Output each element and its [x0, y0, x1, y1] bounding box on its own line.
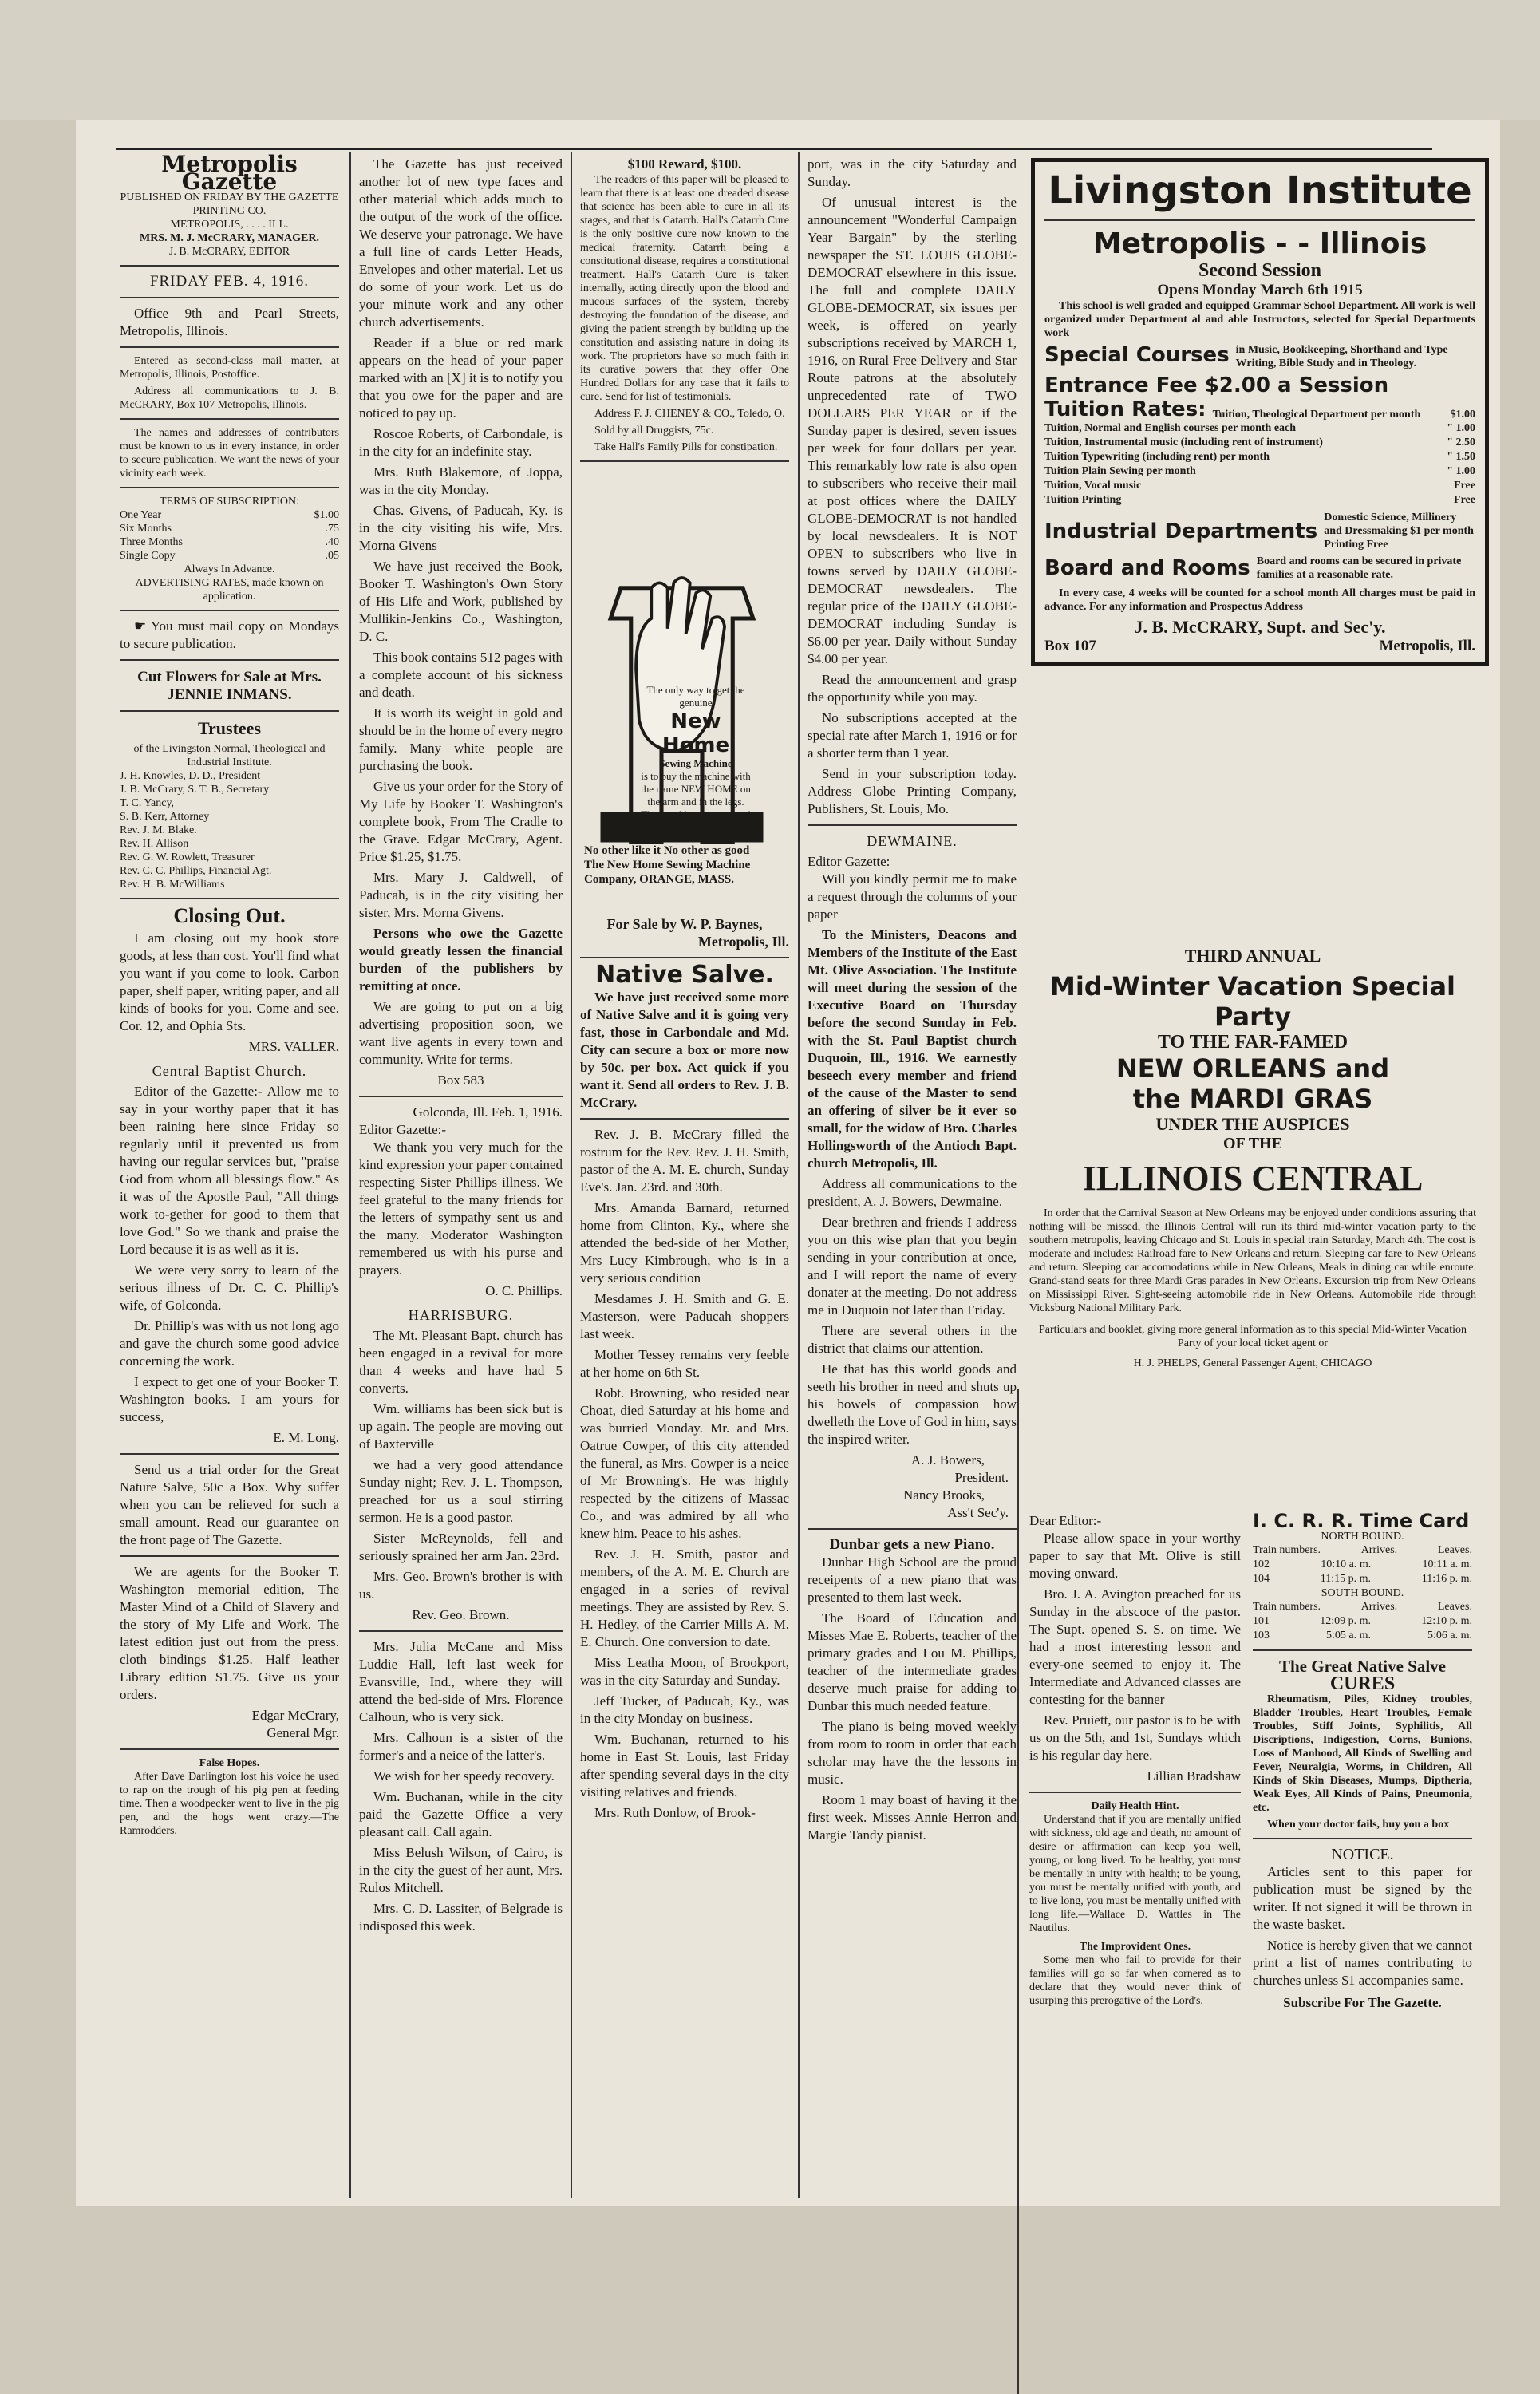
trustee-item: J. B. McCrary, S. T. B., Secretary: [120, 784, 270, 796]
institute-session: Second Session: [1198, 260, 1322, 281]
divider: [120, 610, 339, 611]
rate-label: Tuition, Vocal music: [1044, 480, 1142, 492]
letter-text: Dear brethren and friends I address you on this wise plan that you begin sending in your contribution at once, and I will report the name of every donater at the meeting. Do not address me in Duquoin not later than Friday.: [808, 1215, 1017, 1317]
article-text: Roscoe Roberts, of Carbondale, is in the city for an indefinite stay.: [359, 426, 563, 459]
article-text: Chas. Givens, of Paducah, Ky. is in the city visiting his wife, Mrs. Morna Givens: [359, 503, 563, 553]
cures-heading-2: CURES: [1329, 1673, 1396, 1694]
masthead-manager: MRS. M. J. McCRARY, MANAGER.: [140, 232, 319, 244]
notice-text: Notice is hereby given that we cannot print a list of names contributing to churches unless $1 accompanies same.: [1253, 1938, 1472, 1988]
letter-salutation: Dear Editor:-: [1029, 1513, 1102, 1528]
church-text: We were very sorry to learn of the serious illness of Dr. C. C. Phillip's wife, of Golconda.: [120, 1262, 339, 1313]
divider: [120, 659, 339, 661]
article-text: Mrs. C. D. Lassiter, of Belgrade is indisposed this week.: [359, 1901, 563, 1934]
entrance-fee: Entrance Fee $2.00 a Session: [1044, 373, 1389, 397]
icrr-cell: 12:10 p. m.: [1421, 1615, 1472, 1627]
trustee-item: T. C. Yancy,: [120, 797, 175, 809]
rate-price: " 1.00: [1447, 465, 1475, 477]
address-notice: Address all communications to J. B. McCRARY, Box 107 Metropolis, Illinois.: [120, 385, 339, 411]
divider: [120, 346, 339, 348]
masthead-title: Metropolis Gazette: [161, 151, 298, 195]
column-rule: [349, 152, 351, 2198]
terms-label: Single Copy: [120, 550, 176, 562]
divider: [808, 824, 1017, 826]
article-text: Mesdames J. H. Smith and G. E. Masterson, were Paducah shoppers last week.: [580, 1291, 789, 1341]
terms-price: $1.00: [314, 509, 339, 521]
cures-doctor: When your doctor fails, buy you a box: [1267, 1819, 1450, 1831]
institute-desc: This school is well graded and equipped Grammar School Department. All work is well organized under Department al and able Instructors, selected for Special Departments work: [1044, 300, 1475, 339]
divider: [120, 710, 339, 712]
icrr-header: Leaves.: [1437, 1544, 1472, 1556]
letter-text: We thank you very much for the kind expression your paper contained respecting Sister Phillips illness. We feel grateful to the many friends for the letters of sympathy sent us and the many. Moderator Washington remembered us with his purse and prayers.: [359, 1140, 563, 1278]
scan-margin: [0, 0, 1540, 120]
rate-label: Tuition Typewriting (including rent) per month: [1044, 451, 1270, 463]
divider: [1253, 1838, 1472, 1839]
industrial-label: Industrial Departments: [1044, 519, 1318, 543]
divider: [580, 957, 789, 958]
institute-opens: Opens Monday March 6th 1915: [1157, 282, 1363, 298]
column-6: [1253, 1512, 1472, 2012]
icrr-cell: 102: [1253, 1558, 1270, 1570]
article-text: Robt. Browning, who resided near Choat, died Saturday at his home and was burried Monday. Mr. and Mrs. Oatrue Cowper, of this city attended the funeral, as Mrs. Cowper is a neice of Mr Browning's. He was highly respected by the citizens of Massac Co., and was admired by all who knew him. Peace to his ashes.: [580, 1385, 789, 1541]
divider: [359, 1630, 563, 1632]
ad-noother: No other like it No other as good: [584, 844, 750, 857]
article-text: It is worth its weight in gold and should be in the home of every negro family. Many white people are purchasing the book.: [359, 705, 563, 773]
icrr-cell: 12:09 p. m.: [1320, 1615, 1371, 1627]
agents-title: General Mgr.: [267, 1725, 339, 1740]
salve-notice: Send us a trial order for the Great Nature Salve, 50c a Box. Why suffer when you can be relieved for such a small amount. Read our guarantee on the front page of The Gazette.: [120, 1462, 339, 1547]
terms-price: .75: [325, 523, 339, 535]
ad-machine: Sewing Machine: [659, 757, 732, 769]
icrr-header: Leaves.: [1437, 1601, 1472, 1613]
rate-price: " 1.00: [1447, 422, 1475, 434]
article-text: Room 1 may boast of having it the first week. Misses Annie Herron and Margie Tandy pianist.: [808, 1792, 1017, 1843]
trustee-item: Rev. C. C. Phillips, Financial Agt.: [120, 865, 272, 877]
trustee-item: Rev. J. M. Blake.: [120, 824, 197, 836]
divider: [1253, 1649, 1472, 1651]
icrr-cell: 5:05 a. m.: [1326, 1630, 1371, 1641]
rate-row: [1044, 421, 1475, 436]
column-5: [1029, 1512, 1241, 2011]
divider: [120, 297, 339, 298]
terms-row: [120, 535, 339, 549]
masthead-place: METROPOLIS, . . . . ILL.: [170, 219, 289, 231]
trustees-heading: Trustees: [197, 718, 262, 738]
reward-sold: Sold by all Druggists, 75c.: [594, 425, 714, 437]
article-text: The piano is being moved weekly from room to room in order that each scholar may have the the lessons in music.: [808, 1719, 1017, 1787]
article-text: Rev. J. H. Smith, pastor and members, of the A. M. E. Church are engaged in a series of revival meetings. They are assisted by Rev. S. H. Hedley, of the Carrier Mills A. M. E. Church. One conversion to date.: [580, 1547, 789, 1649]
icrr-row: [1253, 1614, 1472, 1629]
icrr-south: SOUTH BOUND.: [1321, 1587, 1404, 1599]
terms-label: Three Months: [120, 536, 183, 548]
masthead-editor: J. B. McCRARY, EDITOR: [168, 246, 290, 258]
closing-heading: Closing Out.: [173, 904, 286, 927]
divider: [1044, 219, 1475, 221]
column-3: [580, 156, 789, 1825]
signature: Nancy Brooks,: [903, 1487, 985, 1503]
column-rule: [571, 152, 572, 2198]
trustee-item: S. B. Kerr, Attorney: [120, 811, 210, 823]
cures-text: Rheumatism, Piles, Kidney troubles, Bladder Troubles, Heart Troubles, Female Troubles, Stiff Joints, Syphilitis, All Discriptions, Indigestion, Corns, Bunions, Loss of Manhood, All Kinds of Swelling and Fever, Neuralgia, Worms, in Children, All Kinds of Skin Diseases, Mumps, Diptheria, Weak Eyes, All Kinds of Pains, Pneumonia, etc.: [1253, 1693, 1472, 1814]
icrr-header: Train numbers.: [1253, 1544, 1321, 1556]
icrr-cell: 101: [1253, 1615, 1270, 1627]
ic-body: In order that the Carnival Season at New Orleans may be enjoyed under conditions assuring that nothing will be missed, the Illinois Central will run its third mid-winter vacation party to the southern metropolis, leaving Chicago and St. Louis in special train Saturday, March 4th. The cost is moderate and includes: Railroad fare to New Orleans and return. Sleeping car fare to New Orleans and return. Sleeping car accomodations while in New Orleans, Meals in dining car while enroute. Grand-stand seats for three Mardi Gras parades in New Orleans. Excursion trip from New Orleans on Mississippi River. Sight-seeing automobile ride in New Orleans. Automobile ride through Vicksburg National Military Park.: [1029, 1207, 1476, 1314]
icrr-header-row: [1253, 1543, 1472, 1558]
rate-price: Free: [1454, 494, 1475, 506]
article-text: Mrs. Amanda Barnard, returned home from Clinton, Ky., where she attended the bed-side of her Mother, Mrs Lucy Kimbrough, who is in a very serious condition: [580, 1200, 789, 1286]
signature-title: Ass't Sec'y.: [947, 1505, 1009, 1520]
institute-box: Box 107: [1044, 638, 1096, 654]
ic-particulars: Particulars and booklet, giving more general information as to this special Mid-Winter Vacation Party of your local ticket agent or: [1038, 1324, 1467, 1349]
rate-label: Tuition Plain Sewing per month: [1044, 465, 1196, 477]
letter-text: To the Ministers, Deacons and Members of the Institute of the East Mt. Olive Association. The Institute will meet during the session of the Executive Board on Thursday before the second Sunday in Feb. with the St. Paul Baptist church Duquoin, Ill., 1916. We earnestly beseech every member and friend of the cause of the Master to send an offering of silver be it ever so small, for the widow of Bro. Charles Hollingsworth of the Antioch Bapt. church Metropolis, Ill.: [808, 927, 1017, 1171]
terms-advance: Always In Advance.: [184, 563, 275, 575]
ic-line: TO THE FAR-FAMED: [1157, 1032, 1348, 1053]
illinois-central-ad: [1029, 946, 1476, 1373]
letter-signature: O. C. Phillips.: [485, 1283, 563, 1298]
article-text: Mrs. Geo. Brown's brother is with us.: [359, 1569, 563, 1602]
icrr-row: [1253, 1558, 1472, 1572]
rate-price: " 2.50: [1447, 437, 1475, 448]
article-text: Mrs. Ruth Donlow, of Brook-: [594, 1805, 756, 1820]
signature-title: President.: [954, 1470, 1009, 1485]
terms-row: [120, 549, 339, 563]
agents-notice: We are agents for the Booker T. Washington memorial edition, The Master Mind of a Child of Slavery and the story of My Life and Work. The latest edition just out from the press. cloth bindings $1.25. Half leather Library edition $1.75. Give us your orders.: [120, 1564, 339, 1702]
icrr-cell: 103: [1253, 1630, 1270, 1641]
article-text: Wm. Buchanan, returned to his home in East St. Louis, last Friday after spending several days in the city visiting relatives and friends.: [580, 1732, 789, 1799]
icrr-south-table: [1253, 1600, 1472, 1643]
terms-table: [120, 508, 339, 563]
icrr-cell: 11:16 p. m.: [1421, 1573, 1472, 1585]
dunbar-heading: Dunbar gets a new Piano.: [829, 1536, 995, 1553]
article-text: Give us your order for the Story of My Life by Booker T. Washington's complete book, From The Cradle to the Grave. Edgar McCrary, Agent. Price $1.25, $1.75.: [359, 779, 563, 864]
icrr-row: [1253, 1572, 1472, 1586]
supt-name: J. B. McCRARY, Supt. and Sec'y.: [1134, 617, 1386, 637]
trustees-list: [120, 769, 339, 891]
icrr-title: I. C. R. R. Time Card: [1253, 1510, 1470, 1532]
terms-row: [120, 522, 339, 535]
tuition-first: Tuition, Theological Department per month: [1212, 409, 1421, 421]
letter-text: He that has this world goods and seeth his brother in need and shuts up his bowels of compassion how dwelleth the Love of God in him, says the inspired writer.: [808, 1361, 1017, 1447]
letter-signature: Lillian Bradshaw: [1147, 1768, 1241, 1784]
article-text: Mrs. Julia McCane and Miss Luddie Hall, left last week for Evansville, Ind., where they will attend the bed-side of Mrs. Florence Calhoun, who is very sick.: [359, 1639, 563, 1724]
divider: [120, 1748, 339, 1750]
reward-pills: Take Hall's Family Pills for constipation.: [594, 441, 778, 453]
ic-agent: H. J. PHELPS, General Passenger Agent, CHICAGO: [1133, 1357, 1372, 1369]
divider: [580, 1118, 789, 1120]
letter-salutation: Editor Gazette:: [808, 854, 890, 869]
article-text: Mrs. Ruth Blakemore, of Joppa, was in the city Monday.: [359, 464, 563, 497]
letter-text: Will you kindly permit me to make a request through the columns of your paper: [808, 871, 1017, 922]
flowers-ad: Cut Flowers for Sale at Mrs. JENNIE INMANS.: [137, 669, 322, 703]
ad-brand: New Home: [661, 709, 730, 757]
letter-dateline: Golconda, Ill. Feb. 1, 1916.: [413, 1104, 563, 1120]
closing-signature: MRS. VALLER.: [248, 1039, 339, 1054]
article-text: Mrs. Calhoun is a sister of the former's and a neice of the latter's.: [359, 1730, 563, 1763]
terms-price: .40: [325, 536, 339, 548]
rate-price: Free: [1454, 480, 1475, 492]
trustee-item: J. H. Knowles, D. D., President: [120, 770, 261, 782]
article-text: Persons who owe the Gazette would greatly lessen the financial burden of the publishers by remitting at once.: [359, 926, 563, 994]
terms-label: Six Months: [120, 523, 172, 535]
icrr-header-row: [1253, 1600, 1472, 1614]
column-4: [808, 156, 1017, 1847]
improvident-heading: The Improvident Ones.: [1079, 1941, 1191, 1953]
rate-label: Tuition, Normal and English courses per month each: [1044, 422, 1297, 434]
terms-heading: TERMS OF SUBSCRIPTION:: [159, 496, 300, 508]
church-heading: Central Baptist Church.: [152, 1063, 307, 1079]
subscribe-line: Subscribe For The Gazette.: [1283, 1995, 1442, 2010]
globe-democrat-text: Of unusual interest is the announcement "Wonderful Campaign Year Bargain" by the sterling newspaper the ST. LOUIS GLOBE-DEMOCRAT elsewhere in this issue. The full and complete DAILY GLOBE-DEMOCRAT, six issues per week, is offered on yearly subscriptions received by MARCH 1, 1916, on Rural Free Delivery and Star Route patrons at the absolutely unprecedented rate of TWO DOLLARS PER YEAR or if the Sunday paper is desired, seven issues per week for four dollars per year. This remarkably low rate is also open to subscribers who receive their mail at post offices where the DAILY GLOBE-DEMOCRAT is not handled by local newsdealers. It is NOT OPEN to subscribers who live in towns served by DAILY GLOBE-DEMOCRAT newsdealers. The regular price of the DAILY GLOBE-DEMOCRAT including Sunday is $6.00 per year. Daily without Sunday $4.00 per year.: [808, 195, 1017, 666]
rate-row: [1044, 479, 1475, 493]
false-hopes-text: After Dave Darlington lost his voice he used to rap on the trough of his pig pen at feeding time. Then a woodpecker went to live in the pig pen, and the hogs went crazy.—The Ramrodders.: [120, 1771, 339, 1837]
trustee-item: Rev. G. W. Rowlett, Treasurer: [120, 851, 255, 863]
divider: [359, 1096, 563, 1097]
letter-text: There are several others in the district that claims our attention.: [808, 1323, 1017, 1356]
letter-text: Bro. J. A. Avington preached for us Sunday in the abscoce of the pastor. The Supt. opened S. S. on time. We had a most interesting lesson and every-one seemed to enjoy it. The Intermediate and Advanced classes are contesting for the banner: [1029, 1586, 1241, 1707]
issue-date: FRIDAY FEB. 4, 1916.: [149, 273, 310, 290]
notice-text: Articles sent to this paper for publication must be signed by the writer. If not signed it will be thrown in the waste basket.: [1253, 1864, 1472, 1932]
icrr-row: [1253, 1629, 1472, 1643]
top-rule: [116, 148, 1432, 150]
divider: [580, 460, 789, 462]
rate-row: [1044, 450, 1475, 464]
article-text: we had a very good attendance Sunday night; Rev. J. L. Thompson, preached for us a soul stirring sermon. He is a good pastor.: [359, 1457, 563, 1525]
ad-company: The New Home Sewing Machine Company, ORANGE, MASS.: [584, 859, 751, 886]
health-heading: Daily Health Hint.: [1091, 1800, 1179, 1812]
institute-title: Livingston Institute: [1048, 168, 1472, 213]
cures-heading: The Great Native Salve: [1279, 1657, 1446, 1676]
pointing-hand-icon: ☛: [134, 618, 147, 634]
article-text: This book contains 512 pages with a complete account of his sickness and death.: [359, 650, 563, 700]
terms-label: One Year: [120, 509, 162, 521]
divider: [120, 1555, 339, 1557]
ic-line: THIRD ANNUAL: [1184, 946, 1321, 966]
sewing-machine-ad: [580, 468, 789, 915]
contributors-notice: The names and addresses of contributors must be known to us in every instance, in order to secure publication. We want the news of your vicinity each week.: [120, 427, 339, 480]
entered-notice: Entered as second-class mail matter, at Metropolis, Illinois, Postoffice.: [120, 355, 339, 381]
dewmaine-heading: DEWMAINE.: [867, 833, 958, 849]
church-signature: E. M. Long.: [273, 1430, 339, 1445]
article-text: Dunbar High School are the proud receipents of a new piano that was presented to them last week.: [808, 1555, 1017, 1605]
article-text: Wm. williams has been sick but is up again. The people are moving out of Baxterville: [359, 1401, 563, 1452]
rate-row: [1044, 464, 1475, 479]
article-text: Rev. J. B. McCrary filled the rostrum for the Rev. Rev. J. H. Smith, pastor of the A. M. E. church, Sunday Eve's. Jan. 23rd. and 30th.: [580, 1127, 789, 1195]
letter-text: Address all communications to the president, A. J. Bowers, Dewmaine.: [808, 1176, 1017, 1209]
native-salve-heading: Native Salve.: [595, 961, 774, 989]
divider: [1029, 1792, 1241, 1793]
article-text: We are going to put on a big advertising proposition soon, we want live agents in every town and community. Write for terms.: [359, 999, 563, 1067]
signature: A. J. Bowers,: [910, 1452, 985, 1468]
article-text: Miss Belush Wilson, of Cairo, is in the city the guest of her aunt, Mrs. Rulos Mitchell.: [359, 1845, 563, 1895]
icrr-header: Arrives.: [1360, 1601, 1398, 1613]
letter-salutation: Editor Gazette:-: [359, 1122, 447, 1137]
divider: [808, 1528, 1017, 1530]
weeks-text: In every case, 4 weeks will be counted for a school month All charges must be paid in advance. For any information and Prospectus Address: [1044, 587, 1475, 613]
ad-only-text: The only way to get the genuine: [646, 684, 745, 709]
notice-heading: NOTICE.: [1331, 1846, 1394, 1863]
false-hopes-heading: False Hopes.: [199, 1757, 260, 1769]
advertising-rates: ADVERTISING RATES, made known on application.: [135, 577, 324, 602]
letter-text: Rev. Pruiett, our pastor is to be with us on the 5th, and 1st, Sundays which is his regular day here.: [1029, 1713, 1241, 1763]
institute-place: Metropolis - - Illinois: [1092, 227, 1427, 260]
ic-line: the MARDI GRAS: [1132, 1084, 1373, 1114]
trustee-item: Rev. H. Allison: [120, 838, 189, 850]
divider: [120, 1453, 339, 1455]
rate-row: [1044, 493, 1475, 508]
icrr-header: Train numbers.: [1253, 1601, 1321, 1613]
icrr-cell: 10:11 a. m.: [1422, 1558, 1472, 1570]
icrr-north: NORTH BOUND.: [1321, 1531, 1404, 1543]
divider: [120, 487, 339, 488]
rate-price: " 1.50: [1447, 451, 1475, 463]
rate-label: Tuition, Instrumental music (including rent of instrument): [1044, 437, 1323, 448]
column-2: [359, 156, 563, 1938]
article-text: Sister McReynolds, fell and seriously sprained her arm Jan. 23rd.: [359, 1531, 563, 1563]
reward-heading: $100 Reward, $100.: [627, 156, 742, 172]
column-rule: [1017, 1389, 1019, 2394]
divider: [120, 265, 339, 267]
ic-line: OF THE: [1223, 1135, 1282, 1152]
trustee-item: Rev. H. B. McWilliams: [120, 879, 225, 891]
ic-line: NEW ORLEANS and: [1116, 1053, 1390, 1084]
icrr-cell: 10:10 a. m.: [1321, 1558, 1372, 1570]
column-1: [120, 151, 339, 1841]
special-courses-text: in Music, Bookkeeping, Shorthand and Type Writing, Bible Study and in Theology.: [1235, 344, 1448, 369]
terms-row: [120, 508, 339, 522]
icrr-cell: 104: [1253, 1573, 1270, 1585]
health-text: Understand that if you are mentally unified with sickness, old age and death, no amount of desire or affirmation can keep you well, young, or long lived. To be healthy, you must be mentally in unity with health; to be young, you must be mentally unified with youth, and to live long, you must be mentally unified with long life.—Wallace D. Wattles in The Nautilus.: [1029, 1814, 1241, 1934]
icrr-north-table: [1253, 1543, 1472, 1586]
church-text: I expect to get one of your Booker T. Washington books. I am yours for success,: [120, 1374, 339, 1424]
terms-price: .05: [325, 550, 339, 562]
industrial-text: Domestic Science, Millinery and Dressmaking $1 per month Printing Free: [1324, 512, 1474, 551]
board-label: Board and Rooms: [1044, 556, 1250, 580]
article-text: Reader if a blue or red mark appears on the head of your paper marked with an [X] it is to notify you that you owe for the paper and are noticed to pay up.: [359, 335, 563, 421]
ic-line: Mid-Winter Vacation Special Party: [1049, 971, 1456, 1032]
article-text: We have just received the Book, Booker T. Washington's Own Story of His Life and Work, published by Mullikin-Jenkins Co., Washington, D. C.: [359, 559, 563, 644]
harrisburg-signature: Rev. Geo. Brown.: [412, 1607, 510, 1622]
native-salve-text: We have just received some more of Native Salve and it is going very fast, those in Carbondale and Md. City can secure a box or more now by 50c. per box. Act quick if you want it. Send all orders to Rev. J. B. McCrary.: [580, 990, 789, 1110]
article-text: The Board of Education and Misses Mae E. Roberts, teacher of the primary grades and Lou M. Phillips, teacher of the intermediate grades deserve much praise for adding to Dunbar this much needed feature.: [808, 1610, 1017, 1713]
article-text: Miss Leatha Moon, of Brookport, was in the city Saturday and Sunday.: [580, 1655, 789, 1688]
tuition-label: Tuition Rates:: [1044, 397, 1206, 421]
tuition-first-price: $1.00: [1450, 409, 1475, 421]
article-text: The Mt. Pleasant Bapt. church has been engaged in a revival for more than 4 weeks and have had 5 converts.: [359, 1328, 563, 1396]
rate-row: [1044, 436, 1475, 450]
article-text: Wm. Buchanan, while in the city paid the Gazette Office a very pleasant call. Call again.: [359, 1789, 563, 1839]
trustees-intro: of the Livingston Normal, Theological and Industrial Institute.: [133, 743, 326, 768]
letter-text: Please allow space in your worthy paper to say that Mt. Olive is still moving onward.: [1029, 1531, 1241, 1581]
ic-title: ILLINOIS CENTRAL: [1082, 1159, 1424, 1198]
special-courses-label: Special Courses: [1044, 343, 1230, 367]
masthead-publisher: PUBLISHED ON FRIDAY BY THE GAZETTE PRINTING CO.: [120, 192, 339, 217]
board-text: Board and rooms can be secured in private families at a reasonable rate.: [1256, 555, 1462, 581]
icrr-header: Arrives.: [1360, 1544, 1398, 1556]
ad-warrant-text: This machine is warranted for all time.: [641, 808, 751, 833]
icrr-cell: 11:15 p. m.: [1320, 1573, 1371, 1585]
office-address: Office 9th and Pearl Streets, Metropolis, Illinois.: [120, 306, 339, 338]
article-text: No subscriptions accepted at the special rate after March 1, 1916 or for a shorter term than 1 year.: [808, 710, 1017, 760]
article-text: The Gazette has just received another lot of new type faces and other material which adds much to the output of the work of the office. We deserve your patronage. We have a full line of cards Letter Heads, Envelopes and other material. Let us do some of your work. Let us do your minute work and any other church advertisements.: [359, 156, 563, 330]
ic-line: UNDER THE AUSPICES: [1155, 1114, 1350, 1134]
column-rule: [798, 152, 800, 2198]
article-text: Send in your subscription today. Address Globe Printing Company, Publishers, St. Louis, Mo.: [808, 766, 1017, 816]
article-text: We wish for her speedy recovery.: [373, 1768, 555, 1784]
tuition-rates-table: [1044, 421, 1475, 508]
church-text: Editor of the Gazette:- Allow me to say in your worthy paper that it has been raining here since Friday so regularly until it prevented us from having our regular services but, "praise God from whom all blessings flow." As it was of the Apostle Paul, "All things work to-gether for good to them that love God." So we thank and praise the Lord because it is as well as it is.: [120, 1084, 339, 1257]
box-number: Box 583: [437, 1073, 484, 1088]
icrr-cell: 5:06 a. m.: [1427, 1630, 1472, 1641]
livingston-institute-ad: [1031, 158, 1489, 666]
harrisburg-heading: HARRISBURG.: [408, 1307, 514, 1323]
ad-sale: For Sale by W. P. Baynes,: [606, 916, 763, 932]
improvident-text: Some men who fail to provide for their families will go so far when cornered as to declare that they would never think of usurping this prerogative of the Lord's.: [1029, 1954, 1241, 2007]
divider: [120, 898, 339, 899]
rate-label: Tuition Printing: [1044, 494, 1122, 506]
ad-buy-text: is to buy the machine with the name NEW HOME on the arm and in the legs.: [641, 770, 751, 808]
article-text: Jeff Tucker, of Paducah, Ky., was in the city Monday on business.: [580, 1693, 789, 1726]
ad-city: Metropolis, Ill.: [697, 934, 789, 950]
church-text: Dr. Phillip's was with us not long ago and gave the church some good advice concerning the work.: [120, 1318, 339, 1369]
article-text: Mrs. Mary J. Caldwell, of Paducah, is in the city visiting her sister, Mrs. Morna Givens.: [359, 870, 563, 920]
agents-signature: Edgar McCrary,: [251, 1708, 339, 1723]
mail-notice: ☛ You must mail copy on Mondays to secure publication.: [120, 618, 339, 651]
article-text: port, was in the city Saturday and Sunday.: [808, 156, 1017, 189]
institute-city: Metropolis, Ill.: [1379, 638, 1475, 654]
reward-text: The readers of this paper will be pleased to learn that there is at least one dreaded disease that science has been able to cure in all its stages, and that is Catarrh. Hall's Catarrh Cure is the only positive cure now known to the medical fraternity. Catarrh being a constitutional disease, requires a constitutional treatment. Hall's Catarrh Cure is taken internally, acting directly upon the blood and mucous surfaces of the system, thereby destroying the foundation of the disease, and giving the patient strength by building up the constitution and assisting nature in doing its work. The proprietors have so much faith in its curative powers that they offer One Hundred Dollars for any case that it fails to cure. Send for list of testimonials.: [580, 174, 789, 403]
closing-text: I am closing out my book store goods, at less than cost. You'll find what you want if you come to look. Carbon paper, shelf paper, writing paper, and all kinds of books for you. Come and see. Cor. 12, and Ophia Sts.: [120, 930, 339, 1033]
article-text: Read the announcement and grasp the opportunity while you may.: [808, 672, 1017, 705]
reward-address: Address F. J. CHENEY & CO., Toledo, O.: [594, 408, 785, 420]
article-text: Mother Tessey remains very feeble at her home on 6th St.: [580, 1347, 789, 1380]
divider: [120, 418, 339, 420]
